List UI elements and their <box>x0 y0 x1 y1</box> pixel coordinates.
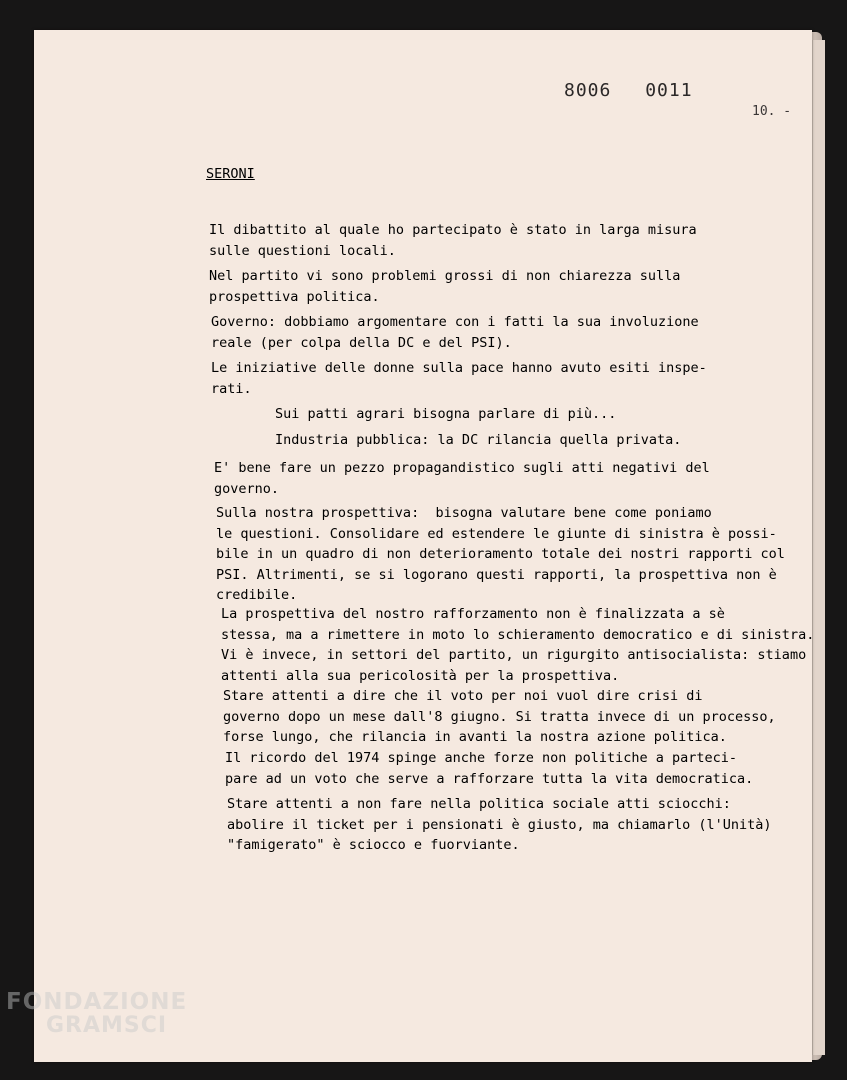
paragraph: Stare attenti a dire che il voto per noi vuol dire crisi di governo dopo un mese dall'8 giugno. Si tratta invece di un processo, forse lungo, che rilancia in avanti la nostra azione politica. <box>223 688 776 745</box>
paragraph: Nel partito vi sono problemi grossi di non chiarezza sulla prospettiva politica. <box>209 268 681 305</box>
paragraph: Il ricordo del 1974 spinge anche forze non politiche a parteci- pare ad un voto che serve a rafforzare tutta la vita democratica. <box>225 750 754 787</box>
paragraph: La prospettiva del nostro rafforzamento non è finalizzata a sè stessa, ma a rimettere in moto lo schieramento democratico e di sinistra. Vi è invece, in settori del partito, un rigurgito antisocialista: stiamo attenti alla sua pericolosità per la prospettiva. <box>221 606 815 684</box>
paragraph: Sulla nostra prospettiva: bisogna valutare bene come poniamo le questioni. Consolidare ed estendere le giunte di sinistra è possi- bile in un quadro di non deterioramento totale dei nostri rapporti col PSI. Altrimenti, se si logorano questi rapporti, la prospettiva non è credibile. <box>216 505 785 603</box>
paragraph: Sui patti agrari bisogna parlare di più... <box>275 406 617 422</box>
archive-number-right: 0011 <box>645 80 693 101</box>
page-stack-edge-inner <box>812 40 825 1055</box>
page-number: 10. - <box>752 104 792 119</box>
paragraph: Le iniziative delle donne sulla pace hanno avuto esiti inspe- rati. <box>211 360 707 397</box>
paragraph: Industria pubblica: la DC rilancia quella privata. <box>275 432 682 448</box>
watermark-line1: FONDAZIONE <box>6 989 188 1015</box>
paragraph: Governo: dobbiamo argomentare con i fatti la sua involuzione reale (per colpa della DC e del PSI). <box>211 314 699 351</box>
paragraph: Stare attenti a non fare nella politica sociale atti sciocchi: abolire il ticket per i pensionati è giusto, ma chiamarlo (l'Unità) "famigerato" è sciocco e fuorviante. <box>227 796 772 853</box>
archive-number <box>564 80 715 101</box>
fondazione-gramsci-watermark-logo <box>6 990 187 1038</box>
paragraph: E' bene fare un pezzo propagandistico sugli atti negativi del governo. <box>214 460 710 497</box>
paragraph: Il dibattito al quale ho partecipato è stato in larga misura sulle questioni locali. <box>209 222 697 259</box>
watermark-line2: GRAMSCI <box>46 1013 168 1038</box>
archive-number-left: 8006 <box>564 80 612 101</box>
speaker-heading: SERONI <box>206 166 255 182</box>
